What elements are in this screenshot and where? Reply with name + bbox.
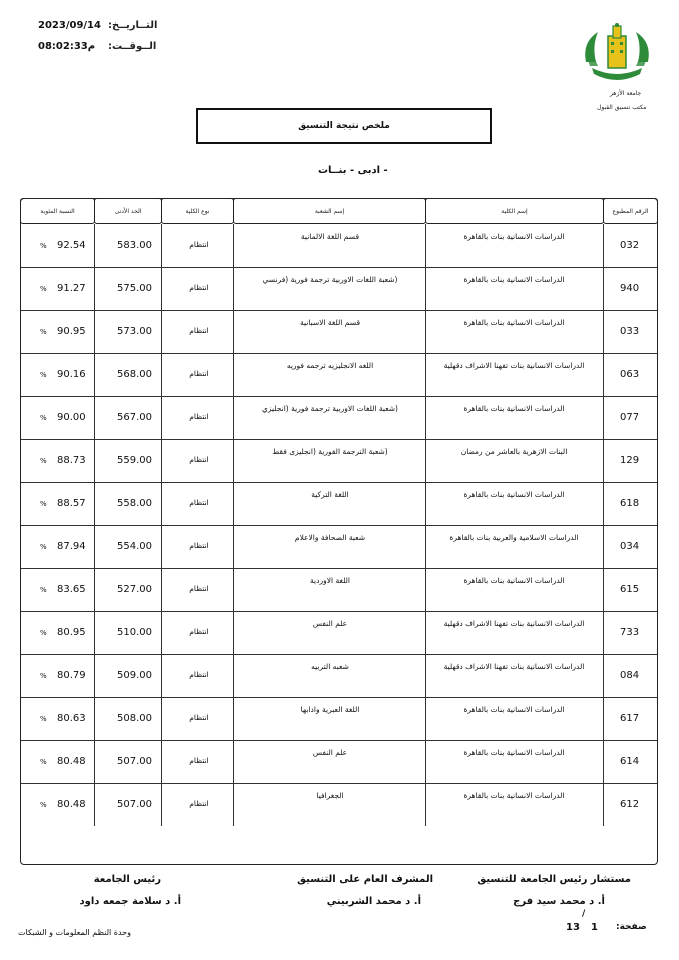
col-header-code: الرقم المطبوع <box>603 198 658 224</box>
row-min: 567.00 <box>117 412 152 423</box>
row-division: اللغه الانجليزيه ترجمه فوريه <box>286 361 374 370</box>
row-type: انتظام <box>189 541 209 550</box>
report-subtitle: - ادبى - بنــات <box>318 165 388 176</box>
row-division: (شعبة اللغات الاوربية ترجمة فورية (انجليزي <box>262 404 398 413</box>
signature-name-supervisor: أ. د محمد الشربيني <box>326 896 421 907</box>
row-percent-sign: % <box>40 758 47 766</box>
row-percent-sign: % <box>40 242 47 250</box>
row-percent: 88.57 <box>57 498 86 509</box>
col-header-college: إسم الكلية <box>425 198 604 224</box>
row-percent: 80.79 <box>57 670 86 681</box>
row-code: 733 <box>620 627 640 638</box>
footer-unit: وحدة النظم المعلومات و الشبكات <box>18 928 131 937</box>
row-percent: 91.27 <box>57 283 86 294</box>
row-percent: 83.65 <box>57 584 86 595</box>
col-header-type: نوع الكلية <box>161 198 234 224</box>
row-divider <box>603 611 657 612</box>
row-division: (شعبة الترجمة الفورية (انجليزى فقط <box>272 447 388 456</box>
row-divider <box>21 396 604 397</box>
row-college: الدراسات الانسانية بنات بالقاهرة <box>463 748 565 757</box>
row-min: 507.00 <box>117 756 152 767</box>
row-min: 510.00 <box>117 627 152 638</box>
page-total: 13 <box>566 922 580 933</box>
results-table <box>20 198 658 865</box>
row-type: انتظام <box>189 498 209 507</box>
row-percent-sign: % <box>40 586 47 594</box>
office-name: مكتب تنسيق القبول <box>597 104 647 111</box>
signature-title-coordinator: مستشار رئيس الجامعة للتنسيق <box>477 874 631 885</box>
page-number: 1 <box>591 922 598 933</box>
row-percent: 90.00 <box>57 412 86 423</box>
row-min: 554.00 <box>117 541 152 552</box>
row-college: البنات الازهرية بالعاشر من رمضان <box>460 447 568 456</box>
row-percent: 80.95 <box>57 627 86 638</box>
row-percent-sign: % <box>40 543 47 551</box>
row-percent-sign: % <box>40 801 47 809</box>
time-label: الــوقــت: <box>108 41 157 52</box>
row-min: 508.00 <box>117 713 152 724</box>
row-divider <box>21 611 604 612</box>
row-type: انتظام <box>189 283 209 292</box>
signature-title-president: رئيس الجامعة <box>93 874 161 885</box>
row-min: 527.00 <box>117 584 152 595</box>
row-division: اللغة الاوردية <box>310 576 350 585</box>
row-type: انتظام <box>189 412 209 421</box>
row-code: 615 <box>620 584 640 595</box>
row-code: 063 <box>620 369 640 380</box>
row-division: قسم اللغة الالمانية <box>300 232 360 241</box>
row-min: 509.00 <box>117 670 152 681</box>
row-min: 583.00 <box>117 240 152 251</box>
row-percent-sign: % <box>40 629 47 637</box>
row-percent-sign: % <box>40 328 47 336</box>
row-code: 032 <box>620 240 640 251</box>
row-code: 129 <box>620 455 640 466</box>
row-percent-sign: % <box>40 672 47 680</box>
row-divider <box>21 654 604 655</box>
col-header-division: إسم الشعبة <box>233 198 426 224</box>
signature-name-president: أ. د سلامة جمعه داود <box>79 896 181 907</box>
row-percent-sign: % <box>40 285 47 293</box>
row-divider <box>603 568 657 569</box>
row-divider <box>603 439 657 440</box>
row-division: علم النفس <box>312 619 348 628</box>
row-divider <box>603 396 657 397</box>
university-name: جامعة الأزهر <box>610 90 642 97</box>
date-value: 2023/09/14 <box>38 20 101 31</box>
row-percent-sign: % <box>40 457 47 465</box>
row-divider <box>603 310 657 311</box>
row-percent: 87.94 <box>57 541 86 552</box>
time-value: 08:02:33م <box>38 41 96 52</box>
row-percent: 90.16 <box>57 369 86 380</box>
col-header-min: الحد الأدنى <box>94 198 162 224</box>
row-college: الدراسات الانسانية بنات تفهنا الاشراف دقهلية <box>443 662 585 671</box>
row-code: 084 <box>620 670 640 681</box>
row-percent: 90.95 <box>57 326 86 337</box>
row-divider <box>21 525 604 526</box>
row-division: اللغة التركية <box>311 490 349 499</box>
row-type: انتظام <box>189 713 209 722</box>
row-code: 033 <box>620 326 640 337</box>
row-percent: 80.48 <box>57 799 86 810</box>
row-divider <box>603 267 657 268</box>
row-college: الدراسات الانسانية بنات تفهنا الاشراف دقهلية <box>443 619 585 628</box>
row-divider <box>603 697 657 698</box>
row-code: 617 <box>620 713 640 724</box>
page-separator: / <box>582 909 586 919</box>
row-division: شعبه التربيه <box>311 662 349 671</box>
row-college: الدراسات الاسلامية والعربية بنات بالقاهرة <box>449 533 579 542</box>
row-division: اللغة العبرية وادابها <box>300 705 360 714</box>
row-divider <box>21 697 604 698</box>
row-min: 575.00 <box>117 283 152 294</box>
row-college: الدراسات الانسانية بنات بالقاهرة <box>463 576 565 585</box>
row-divider <box>603 353 657 354</box>
row-divider <box>21 353 604 354</box>
row-division: (شعبة اللغات الاوربية ترجمة فورية (فرنسي <box>262 275 398 284</box>
row-percent-sign: % <box>40 371 47 379</box>
row-code: 077 <box>620 412 640 423</box>
row-type: انتظام <box>189 369 209 378</box>
row-code: 940 <box>620 283 640 294</box>
row-divider <box>21 267 604 268</box>
row-type: انتظام <box>189 584 209 593</box>
report-title: ملخص نتيجة التنسيق <box>196 108 492 144</box>
row-code: 614 <box>620 756 640 767</box>
row-college: الدراسات الانسانية بنات بالقاهرة <box>463 490 565 499</box>
row-divider <box>21 740 604 741</box>
row-division: قسم اللغة الاسبانية <box>299 318 361 327</box>
row-type: انتظام <box>189 240 209 249</box>
row-percent: 80.48 <box>57 756 86 767</box>
row-min: 558.00 <box>117 498 152 509</box>
row-division: الجغرافيا <box>316 791 344 800</box>
row-college: الدراسات الانسانية بنات بالقاهرة <box>463 404 565 413</box>
row-percent: 80.63 <box>57 713 86 724</box>
row-percent: 92.54 <box>57 240 86 251</box>
row-college: الدراسات الانسانية بنات بالقاهرة <box>463 318 565 327</box>
row-code: 034 <box>620 541 640 552</box>
row-divider <box>603 783 657 784</box>
date-label: التــاريــخ: <box>108 20 158 31</box>
row-divider <box>603 525 657 526</box>
row-percent-sign: % <box>40 715 47 723</box>
row-percent-sign: % <box>40 414 47 422</box>
row-type: انتظام <box>189 326 209 335</box>
signature-title-supervisor: المشرف العام على التنسيق <box>297 874 433 885</box>
row-min: 559.00 <box>117 455 152 466</box>
row-college: الدراسات الانسانية بنات بالقاهرة <box>463 705 565 714</box>
row-college: الدراسات الانسانية بنات بالقاهرة <box>463 275 565 284</box>
row-min: 507.00 <box>117 799 152 810</box>
azhar-logo <box>578 22 656 88</box>
row-divider <box>21 783 604 784</box>
row-divider <box>21 568 604 569</box>
page-label: صفحة: <box>616 922 647 932</box>
col-header-percent: النسبة المئوية <box>20 198 95 224</box>
row-college: الدراسات الانسانية بنات تفهنا الاشراف دقهلية <box>443 361 585 370</box>
row-type: انتظام <box>189 627 209 636</box>
row-min: 568.00 <box>117 369 152 380</box>
row-type: انتظام <box>189 756 209 765</box>
row-divider <box>21 482 604 483</box>
row-type: انتظام <box>189 455 209 464</box>
row-divider <box>603 654 657 655</box>
row-percent: 88.73 <box>57 455 86 466</box>
row-divider <box>21 310 604 311</box>
row-type: انتظام <box>189 799 209 808</box>
row-type: انتظام <box>189 670 209 679</box>
row-divider <box>603 740 657 741</box>
row-college: الدراسات الانسانية بنات بالقاهرة <box>463 232 565 241</box>
signature-name-coordinator: أ. د محمد سيد فرج <box>513 896 605 907</box>
row-code: 618 <box>620 498 640 509</box>
row-divider <box>21 439 604 440</box>
row-percent-sign: % <box>40 500 47 508</box>
row-code: 612 <box>620 799 640 810</box>
row-divider <box>603 482 657 483</box>
row-min: 573.00 <box>117 326 152 337</box>
row-division: شعبة الصحافة والاعلام <box>294 533 366 542</box>
row-college: الدراسات الانسانية بنات بالقاهرة <box>463 791 565 800</box>
row-division: علم النفس <box>312 748 348 757</box>
